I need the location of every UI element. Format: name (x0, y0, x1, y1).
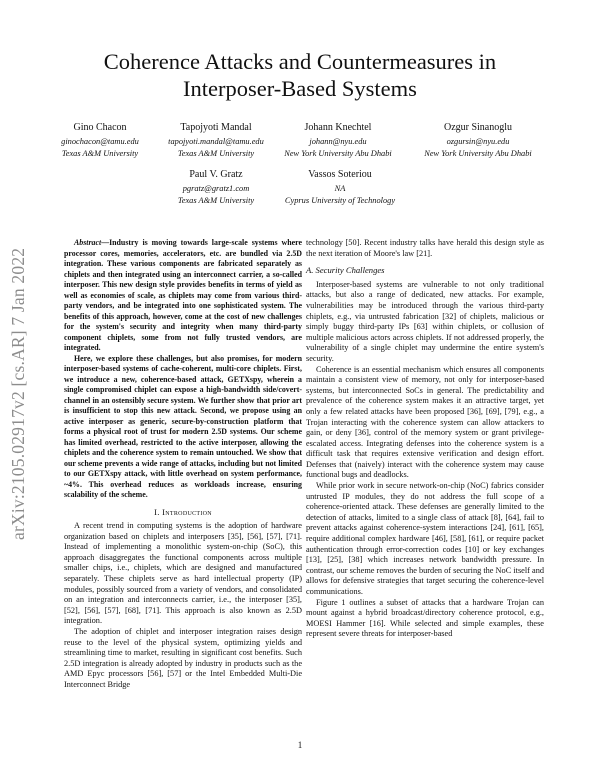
abstract-paragraph-2: Here, we explore these challenges, but also promises, for modern interposer-based systems of cache-coherent, multi-core chiplets. First, we introduce a new, coherence-based attack, GETXspy, wherein a single compromised chiplet can expose a high-bandwidth side/covert-channel in an ostensibly secure system. We further show that prior art is insufficient to stop this new attack. Second, we propose using an active interposer as generic, secure-by-construction platform that forms a physical root of trust for modern 2.5D systems. Our scheme has limited overhead, restricted to the active interposer, allowing the chiplets and the coherence system to remain untouched. We show that our scheme prevents a wide range of attacks, including but not limited to our GETXspy attack, with little overhead on system performance, ~4%. This overhead reduces as workloads increase, ensuring scalability of the scheme. (64, 353, 302, 499)
author-email[interactable]: ozgursin@nyu.edu (446, 137, 510, 146)
author-affiliation: Texas A&M University (177, 196, 255, 205)
author-name: Paul V. Gratz (189, 169, 243, 180)
author-affiliation: Texas A&M University (61, 149, 139, 158)
author-block-6 (270, 169, 410, 207)
intro-paragraph-1: A recent trend in computing systems is the adoption of hardware organization based on chiplets and interposers [35], [56], [57], [71]. Instead of implementing a monolithic system-on-chip (SoC), this approach disaggregates the functional components across multiple smaller chips, i.e., chiplets, which are designed and manufactured separately. These chiplets serve as hard intellectual property (IP) modules, possibly sourced from a variety of vendors, and consolidated on an integration and interconnects carrier, i.e., the interposer [35], [52], [56], [57], [68], [71]. This approach is also known as 2.5D integration. (64, 521, 302, 626)
title-line-2: Interposer-Based Systems (183, 76, 417, 101)
author-affiliation: New York University Abu Dhabi (424, 149, 532, 158)
intro-continuation: technology [50]. Recent industry talks have herald this design style as the next iteration of Moore's law [21]. (306, 238, 544, 258)
security-paragraph-4: Figure 1 outlines a subset of attacks that a hardware Trojan can mount against a hybrid broadcast/directory coherence protocol, e.g., MOESI Hammer [16]. While selected and simple examples, these represent severe threats for interposer-based (306, 597, 544, 639)
abstract (64, 238, 302, 501)
author-name: Ozgur Sinanoglu (443, 122, 513, 133)
author-affiliation: Texas A&M University (177, 149, 255, 158)
author-name: Vassos Soteriou (308, 169, 372, 180)
author-affiliation: New York University Abu Dhabi (284, 149, 392, 158)
author-block-2 (156, 122, 276, 160)
abstract-label: Abstract (74, 238, 102, 247)
left-column (64, 238, 302, 691)
author-name: Johann Knechtel (304, 122, 372, 133)
author-block-1 (40, 122, 160, 160)
author-email[interactable]: johann@nyu.edu (309, 137, 367, 146)
arxiv-stamp: arXiv:2105.02917v2 [cs.AR] 7 Jan 2022 (8, 247, 28, 540)
subsection-heading-security-challenges: A. Security Challenges (306, 265, 385, 276)
author-name: Tapojyoti Mandal (180, 122, 252, 133)
title-line-1: Coherence Attacks and Countermeasures in (103, 49, 497, 74)
author-email[interactable]: pgratz@gratz1.com (182, 184, 250, 193)
section-heading-introduction: I. Introduction (154, 506, 212, 517)
security-paragraph-2: Coherence is an essential mechanism which ensures all components maintain a consistent view of memory, not only for interposer-based systems, but interconnected SoCs in general. The predictability and prevalence of the coherence system makes it an attractive target, yet only a few related attacks have been proposed [36], [69], [79], e.g., a Trojan interacting with the coherence system can allow attackers to gain, or deny [36], control of the memory system or grant privilege-escalated access. Integrating defenses into the coherence system is a difficult task that requires extensive verification and design effort. Defenses that (naively) interact with the coherence system may cause functional bugs and deadlocks. (306, 364, 544, 480)
right-column (306, 238, 544, 640)
intro-paragraph-2: The adoption of chiplet and interposer integration raises design reuse to the level of the physical system, optimizing yields and streamlining time to market, resulting in significant cost benefits. Such 2.5D integration is already adopted by industry in products such as the AMD Epyc processors [56], [57] or the Intel Embedded Multi-Die Interconnect Bridge (64, 627, 302, 689)
author-email[interactable]: ginochacon@tamu.edu (61, 137, 139, 146)
author-block-5 (156, 169, 276, 207)
abstract-paragraph-1: —Industry is moving towards large-scale systems where processor cores, memories, accelerators, etc. are bundled via 2.5D integration. These various components are fabricated separately as chiplets and then integrated using an interconnect carrier, a so-called interposer. This new design style provides benefits in terms of yield as well as economies of scale, as chiplets may come from various third-party vendors, and be integrated into one sophisticated system. The benefits of this approach, however, come at the cost of new challenges for the system's security and integrity when many third-party component chiplets, some from not fully trusted vendors, are integrated. (64, 238, 302, 352)
author-name: Gino Chacon (73, 122, 127, 133)
security-paragraph-3: While prior work in secure network-on-chip (NoC) fabrics consider untrusted IP modules, they do not address the full scope of a coherence-oriented attack. These defenses are generally limited to the detection of attacks, limited to a single class of attack [8], [64], fail to prevent attacks against coherence-system interactions [24], [61], [65], require additional complex hardware [46], [58], [61], or require packet authentication through error-correction codes [10] or key exchanges [13], [25], [38] which increases network bandwidth pressure. In contrast, our scheme removes the burden of securing the NoC itself and allows for defensive strategies that target securing the coherence-level communications. (306, 481, 544, 596)
author-affiliation: Cyprus University of Technology (284, 196, 396, 205)
author-email: NA (334, 184, 346, 193)
author-block-3 (268, 122, 408, 160)
page-number: 1 (297, 740, 303, 750)
security-paragraph-1: Interposer-based systems are vulnerable to not only traditional attacks, but also a range of dedicated, new attacks. For example, vulnerabilities may be introduced through the various third-party chiplets, e.g., via untrusted fabrication [32] of chiplets, malicious or simply buggy third-party IPs [63] within chiplets, or collusion of multiple malicious actors across chiplets. If not addressed properly, the vulnerability of a single chiplet may undermine the entire system's security. (306, 279, 544, 363)
author-email[interactable]: tapojyoti.mandal@tamu.edu (168, 137, 264, 146)
paper-title (60, 48, 540, 102)
author-block-4 (408, 122, 548, 160)
